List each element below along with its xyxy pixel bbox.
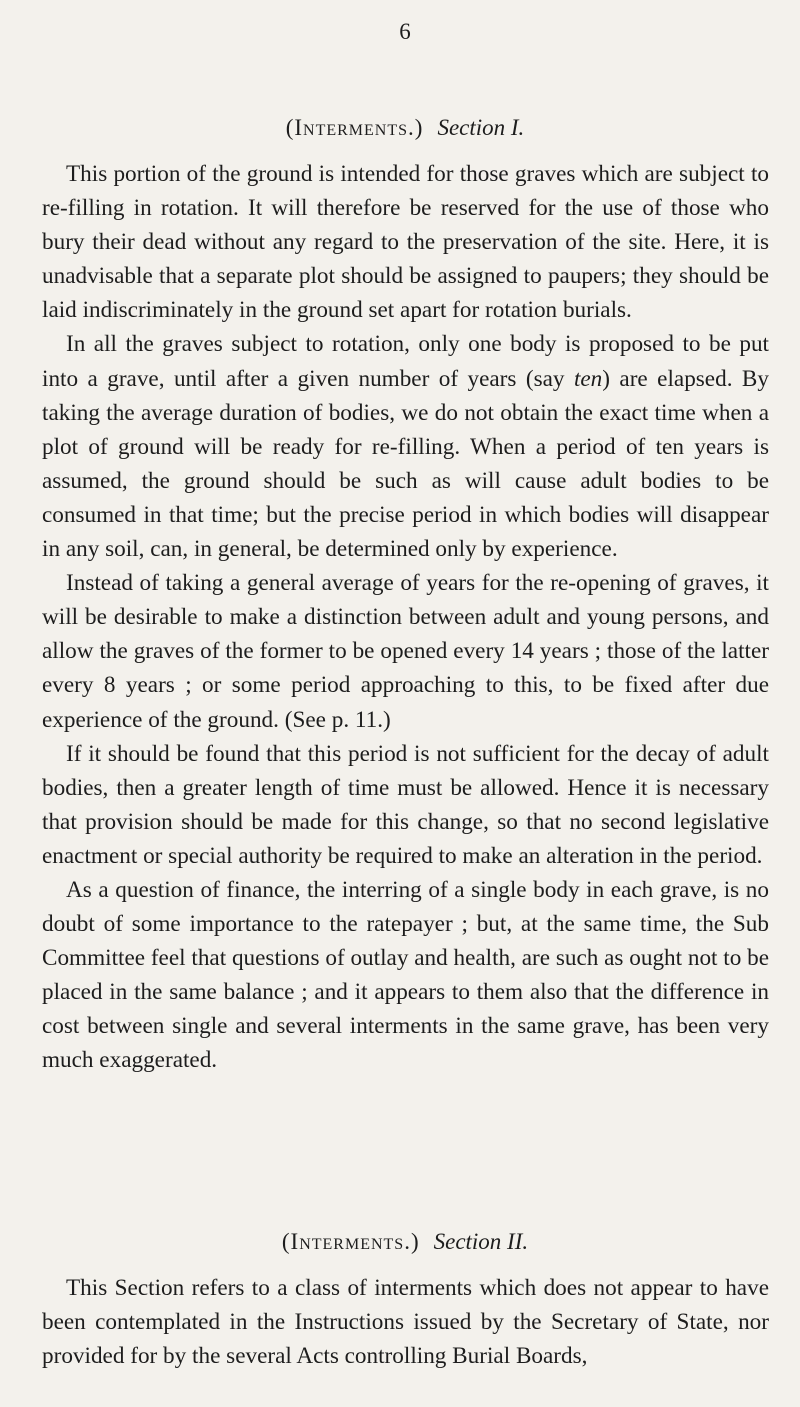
section-heading-2-title: Section II.	[433, 1229, 529, 1254]
section-heading-1-label: (Interments.)	[285, 115, 424, 140]
section-1-paragraph-2-end: ) are elapsed. By taking the average duration of bodies, we do not obtain the exact time when a plot of ground will be ready for re-filling. When a period of ten years is assumed, the ground should be such as will cause adult bodies to be consumed in that time; but the precise period in which bodies will disappear in any soil, can, in general, be determined only by experience.	[42, 365, 769, 563]
section-heading-2	[5, 1227, 800, 1257]
section-1-paragraph-1: This portion of the ground is intended for those graves which are subject to re-filling in rotation. It will therefore be reserved for the use of those who bury their dead without any regard to the preservation of the site. Here, it is unadvisable that a separate plot should be assigned to paupers; they should be laid indiscriminately in the ground set apart for rotation burials.	[42, 161, 769, 324]
section-1-body	[42, 157, 769, 1078]
section-1-paragraph-2-start: In all the graves subject to rotation, only one body is proposed to be put into a grave, until after a given number of years (say	[42, 331, 769, 392]
section-2-paragraph-1: This Section refers to a class of interments which does not appear to have been contemplated in the Instructions issued by the Secretary of State, nor provided for by the several Acts controlling Burial Boards,	[42, 1275, 769, 1370]
section-2-body	[42, 1271, 769, 1373]
section-1-paragraph-3: Instead of taking a general average of years for the re-opening of graves, it will be desirable to make a distinction between adult and young persons, and allow the graves of the former to be opened every 14 years ; those of the latter every 8 years ; or some period approaching to this, to be fixed after due experience of the ground. (See p. 11.)	[42, 570, 769, 733]
section-heading-1-title: Section I.	[437, 115, 525, 140]
section-1-paragraph-2-emphasis: ten	[573, 365, 603, 392]
section-heading-1	[5, 113, 800, 143]
section-heading-2-label: (Interments.)	[281, 1229, 420, 1254]
section-1-paragraph-5: As a question of finance, the interring of a single body in each grave, is no doubt of some importance to the ratepayer ; but, at the same time, the Sub Committee feel that questions of outlay and health, are such as ought not to be placed in the same balance ; and it appears to them also that the difference in cost between single and several interments in the same grave, has been very much exaggerated.	[42, 876, 770, 1074]
section-1-paragraph-4: If it should be found that this period is not sufficient for the decay of adult bodies, then a greater length of time must be allowed. Hence it is necessary that provision should be made for this change, so that no second legislative enactment or special authority be required to make an alteration in the period.	[42, 740, 769, 869]
section-1-paragraph-2	[42, 327, 769, 566]
page-number: 6	[399, 19, 411, 44]
